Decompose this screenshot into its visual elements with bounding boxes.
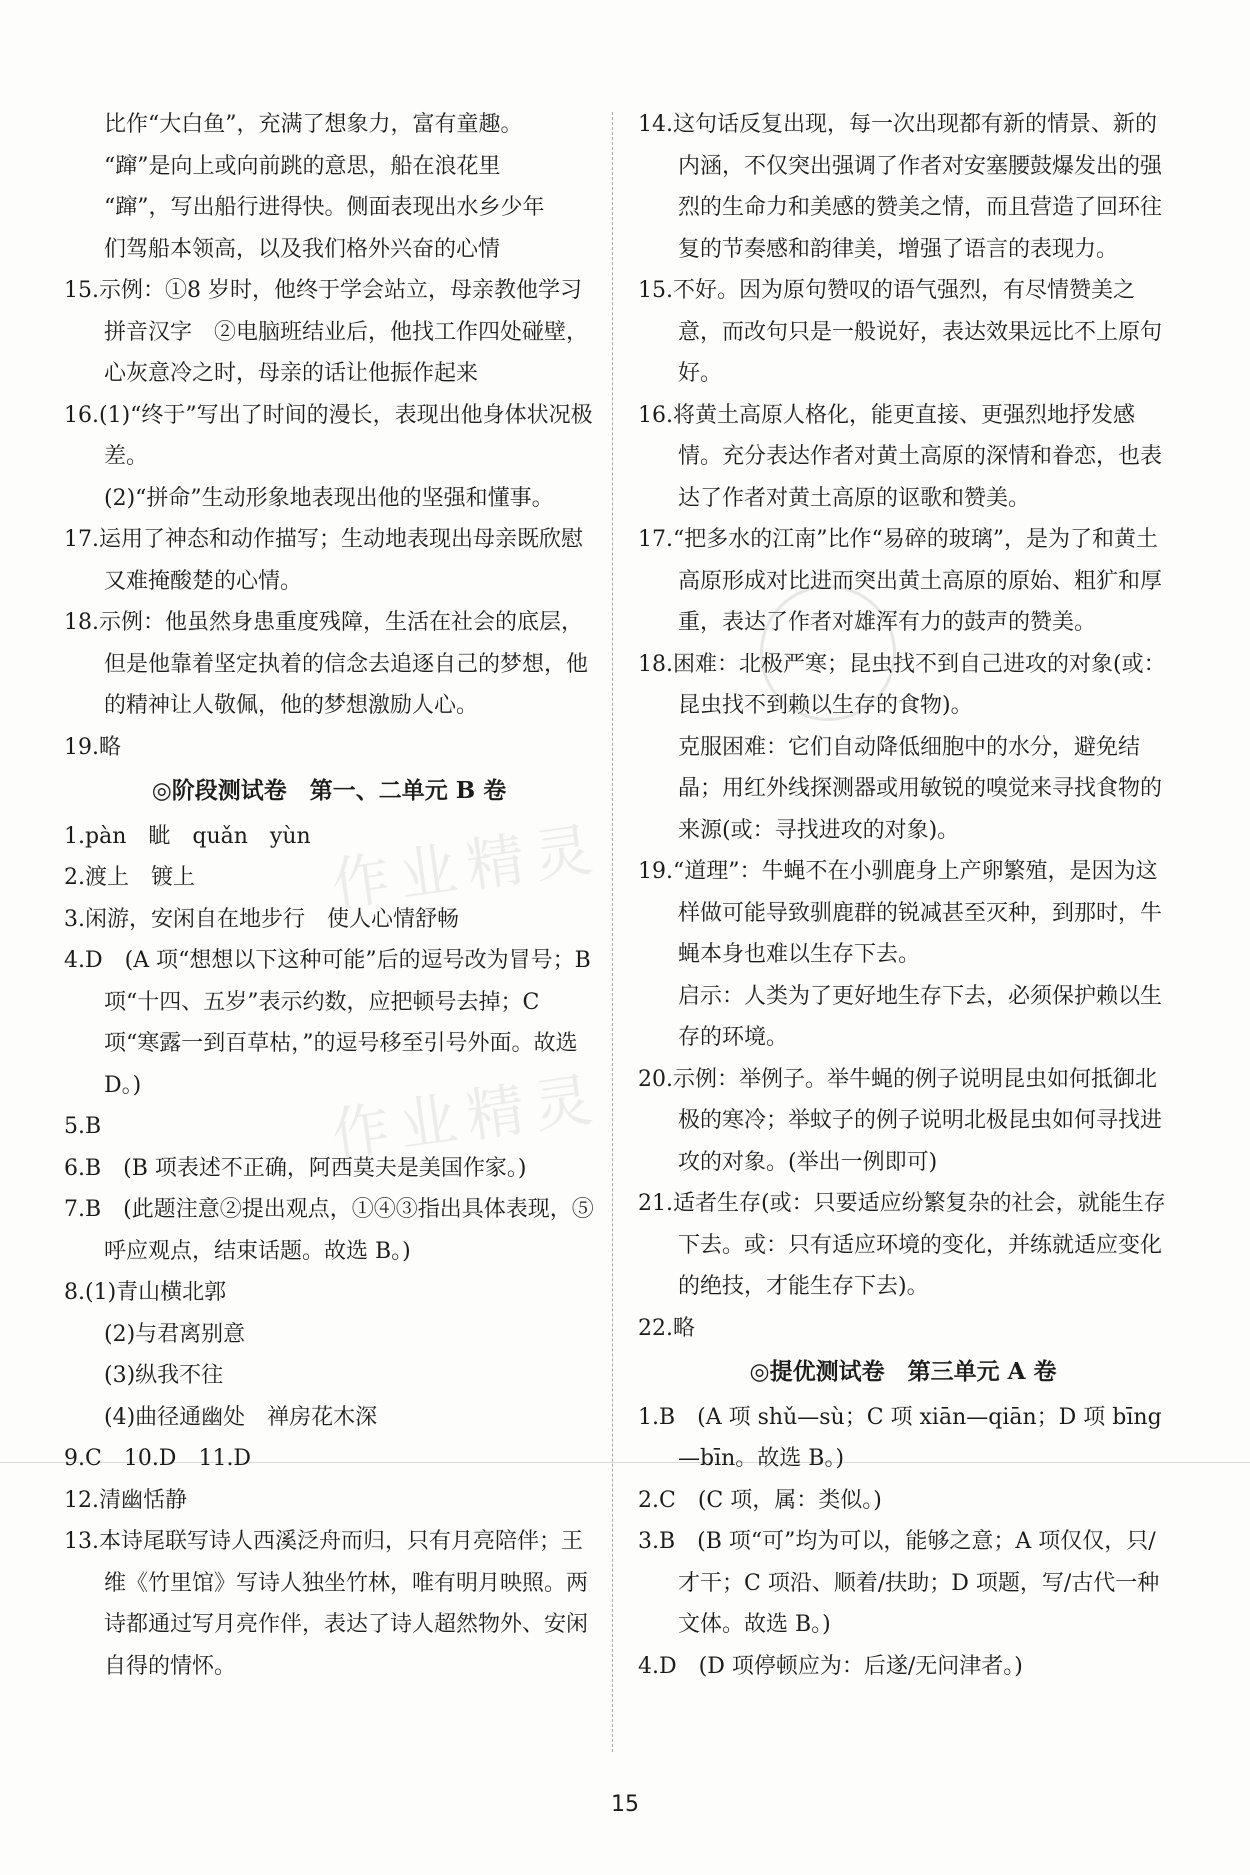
answer-line: 启示：人类为了更好地生存下去，必须保护赖以生存的环境。 (678, 983, 1163, 1050)
answer-line: 18.示例：他虽然身患重度残障，生活在社会的底层，但是他靠着坚定执着的信念去追逐自己的梦想，他的精神让人敬佩，他的梦想激励人心。 (64, 610, 589, 718)
section-heading: ◎阶段测试卷 第一、二单元 B 卷 (151, 777, 507, 804)
left-column (64, 104, 594, 1687)
answer-line: 20.示例：举例子。举牛蝇的例子说明昆虫如何抵御北极的寒冷；举蚊子的例子说明北极昆虫如何寻找进攻的对象。(举出一例即可) (638, 1066, 1163, 1175)
answer-line: 克服困难：它们自动降低细胞中的水分，避免结晶；用红外线探测器或用敏锐的嗅觉来寻找食物的来源(或：寻找进攻的对象)。 (678, 734, 1163, 843)
answer-line: 15.示例：①8 岁时，他终于学会站立，母亲教他学习拼音汉字 ②电脑班结业后，他找工作四处碰壁，心灰意冷之时，母亲的话让他振作起来 (64, 278, 589, 386)
answer-line: 15.不好。因为原句赞叹的语气强烈，有尽情赞美之意，而改句只是一般说好，表达效果远比不上原句好。 (638, 278, 1163, 386)
answer-line: 5.B (64, 1114, 102, 1139)
answer-line: 3.闲游，安闲自在地步行 使人心情舒畅 (64, 906, 459, 932)
answer-line: 6.B (B 项表述不正确，阿西莫夫是美国作家。) (64, 1155, 527, 1181)
page-number: 15 (611, 1792, 639, 1817)
answer-line: 们驾船本领高，以及我们格外兴奋的心情 (104, 236, 501, 262)
answer-line: 1.pàn 眦 quǎn yùn (64, 823, 311, 849)
answer-line: 16.(1)“终于”写出了时间的漫长，表现出他身体状况极差。 (64, 402, 593, 469)
answer-line: (2)与君离别意 (104, 1321, 246, 1347)
answer-line: 7.B (此题注意②提出观点，①④③指出具体表现，⑤呼应观点，结束话题。故选 B。) (64, 1197, 594, 1264)
answer-line: 13.本诗尾联写诗人西溪泛舟而归，只有月亮陪伴；王维《竹里馆》写诗人独坐竹林，唯有明月映照。两诗都通过写月亮作伴，表达了诗人超然物外、安闲自得的情怀。 (64, 1529, 589, 1679)
answer-line: 17.“把多水的江南”比作“易碎的玻璃”，是为了和黄土高原形成对比进而突出黄土高原的原始、粗犷和厚重，表达了作者对雄浑有力的鼓声的赞美。 (638, 527, 1163, 635)
answer-line: (4)曲径通幽处 禅房花木深 (104, 1404, 378, 1430)
answer-line: 9.C 10.D 11.D (64, 1446, 252, 1471)
section-heading: ◎提优测试卷 第三单元 A 卷 (749, 1358, 1057, 1385)
answer-line: 4.D (A 项“想想以下这种可能”后的逗号改为冒号；B 项“十四、五岁”表示约数，应把顿号去掉；C 项“寒露一到百草枯，”的逗号移至引号外面。故选 D。) (64, 948, 591, 1098)
answer-line: 比作“大白鱼”，充满了想象力，富有童趣。 (104, 112, 523, 137)
answer-line: 8.(1)青山横北郭 (64, 1280, 227, 1305)
answer-line: “蹿”是向上或向前跳的意思，船在浪花里 (104, 153, 501, 179)
answer-line: 1.B (A 项 shǔ—sù；C 项 xiān—qiān；D 项 bīng—bīn。故选 B。) (638, 1404, 1162, 1471)
answer-line: 12.清幽恬静 (64, 1487, 187, 1513)
answer-line: 22.略 (638, 1315, 695, 1341)
answer-line: 2.C (C 项，属：类似。) (638, 1487, 882, 1513)
column-divider (612, 112, 613, 1752)
watermark-left: 作业精灵 (327, 814, 607, 920)
watermark-bottom: 作业精灵 (327, 1064, 607, 1170)
answer-line: 2.渡上 镀上 (64, 865, 195, 890)
answer-line: 14.这句话反复出现，每一次出现都有新的情景、新的内涵，不仅突出强调了作者对安塞腰鼓爆发出的强烈的生命力和美感的赞美之情，而且营造了回环往复的节奏感和韵律美，增强了语言的表现力。 (638, 112, 1163, 262)
answer-line: 3.B (B 项“可”均为可以，能够之意；A 项仅仅，只/才干；C 项沿、顺着/扶助；D 项题，写/古代一种文体。故选 B。) (638, 1529, 1160, 1637)
answer-line: 21.适者生存(或：只要适应纷繁复杂的社会，就能生存下去。或：只有适应环境的变化，并练就适应变化的绝技，才能生存下去)。 (638, 1191, 1166, 1299)
answer-line: 19.略 (64, 734, 121, 760)
answer-line: 19.“道理”：牛蝇不在小驯鹿身上产卵繁殖，是因为这样做可能导致驯鹿群的锐减甚至灭种，到那时，牛蝇本身也难以生存下去。 (638, 859, 1163, 967)
answer-line: 18.困难：北极严寒；昆虫找不到自己进攻的对象(或：昆虫找不到赖以生存的食物)。 (638, 651, 1166, 718)
answer-line: (2)“拼命”生动形象地表现出他的坚强和懂事。 (104, 485, 554, 511)
answer-line: (3)纵我不往 (104, 1363, 224, 1388)
answer-line: 4.D (D 项停顿应为：后遂/无问津者。) (638, 1653, 1023, 1679)
answer-line: 17.运用了神态和动作描写；生动地表现出母亲既欣慰又难掩酸楚的心情。 (64, 527, 583, 594)
right-column (638, 104, 1168, 1687)
answer-line: 16.将黄土高原人格化，能更直接、更强烈地抒发感情。充分表达作者对黄土高原的深情和眷恋，也表达了作者对黄土高原的讴歌和赞美。 (638, 402, 1163, 511)
answer-line: “蹿”，写出船行进得快。侧面表现出水乡少年 (104, 195, 545, 220)
